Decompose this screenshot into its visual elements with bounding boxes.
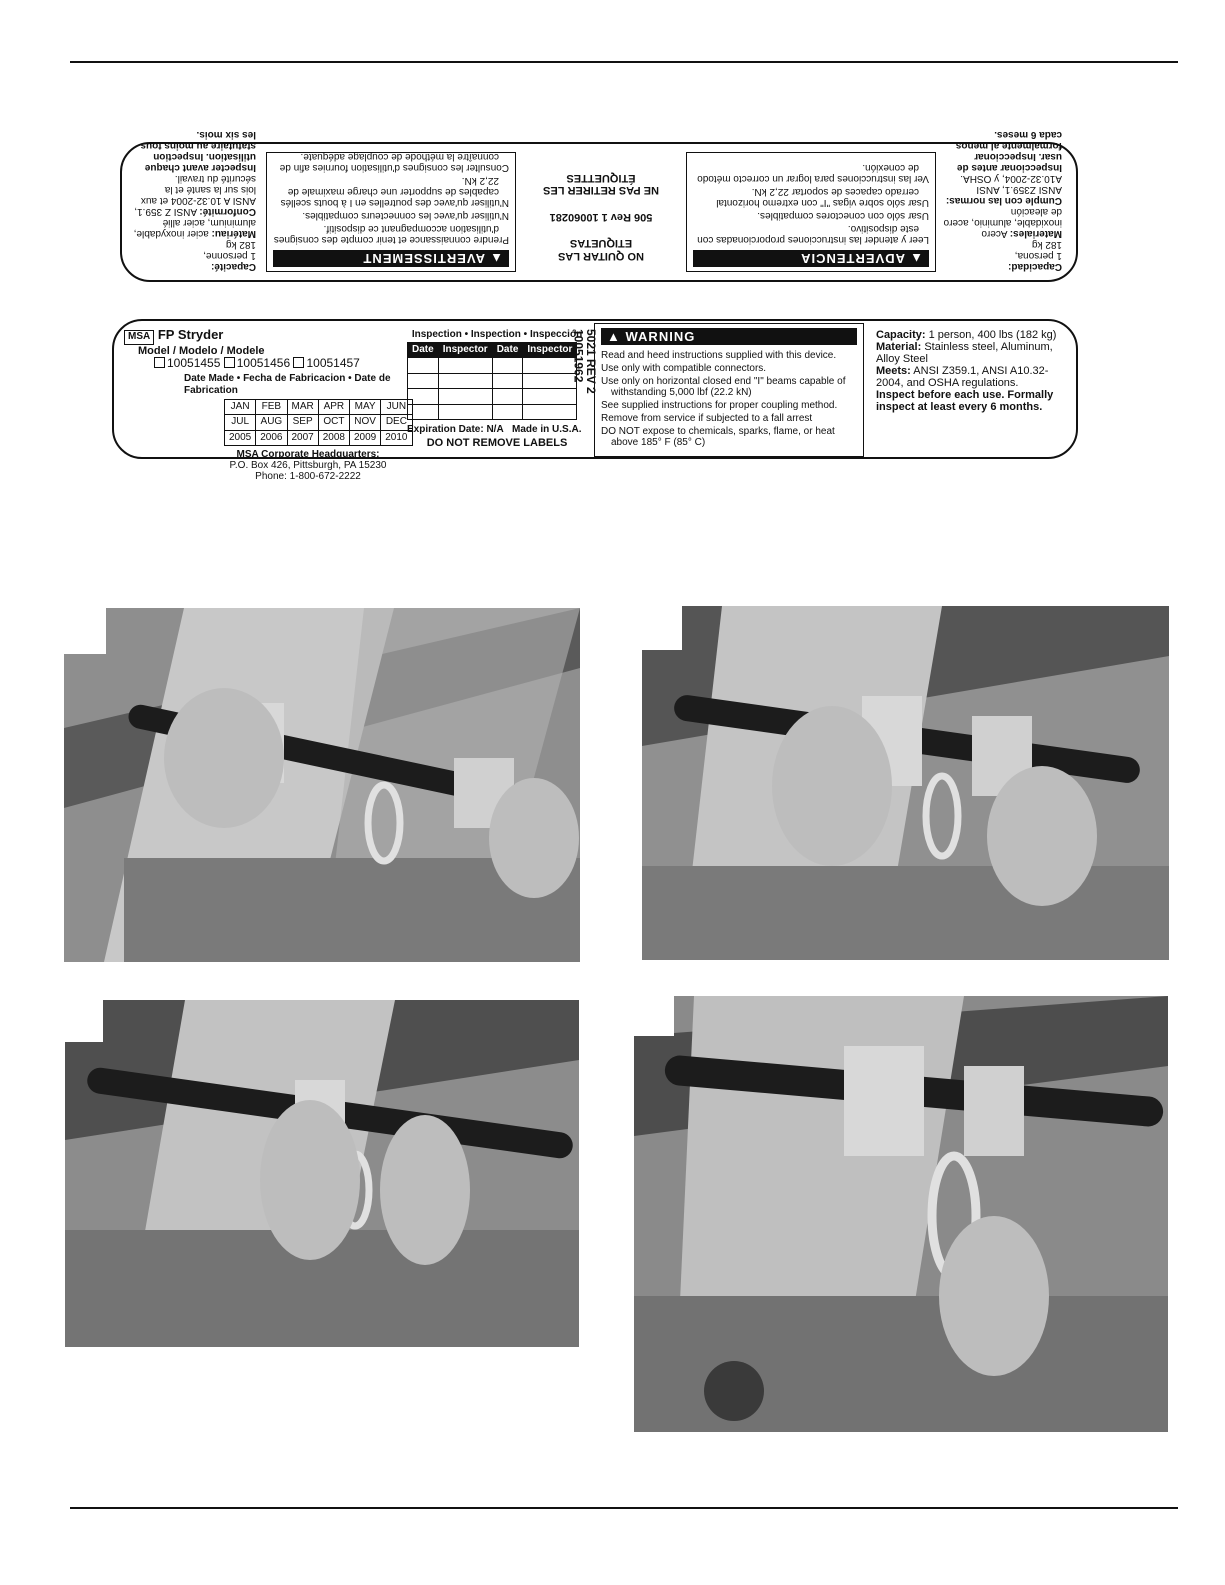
- inspection-title: Inspection • Inspection • Inspección: [411, 329, 583, 340]
- photo-step-3: [65, 1000, 579, 1347]
- photo-number-tab: [64, 608, 106, 654]
- photo-step-2: [642, 606, 1169, 960]
- inspection-column: [407, 329, 598, 449]
- warning-bullet: Use only on horizontal closed end "I" beams capable of withstanding 5,000 lbf (22.2 kN): [601, 376, 846, 398]
- warning-bullet: Remove from service if subjected to a fall arrest: [601, 413, 813, 424]
- english-warning-box: [594, 323, 864, 457]
- hq-address: MSA Corporate Headquarters: P.O. Box 426, Pittsburgh, PA 15230 Phone: 1-800-672-2222: [229, 449, 387, 482]
- label-middle-text: NO QUITAR LAS ETIQUETAS 506 Rev 1 10060281 NE PAS RETIRER LES ÉTIQUETTES: [543, 172, 659, 262]
- fr-bullet: N'utiliser qu'avec les connecteurs compatibles.: [302, 210, 509, 221]
- es-bullet: Ver las instrucciones para lograr un correcto método de conexión.: [697, 162, 929, 184]
- date-made-label: Date Made • Fecha de Fabricacion • Date de Fabrication: [184, 372, 391, 396]
- fr-warning-title: ▲ AVERTISSEMENT: [273, 250, 509, 267]
- fr-bullet: Prendre connaissance et tenir compte des consignes d'utilisation accompagnant ce dispositif.: [273, 223, 509, 245]
- top-rule: [70, 61, 1178, 63]
- english-spec-column: Capacity: 1 person, 400 lbs (182 kg) Material: Stainless steel, Aluminum, Alloy Steel Meets: ANSI Z359.1, ANSI A10.32-2004, and OSHA regulations. Inspect before each use. Formally inspect at least every 6 months.: [876, 329, 1057, 413]
- fr-spec-column: Capacité: 1 personne, 182 kg Matériau: acier inoxydable, aluminium, acier allié Conformité: ANSI Z 359.1, ANSI A 10.32-2004 et aux lois sur la santé et la sécurité du travail. Inspecter avant chaque utilisation. Inspection statutaire au moins tous les six mois.: [133, 129, 256, 272]
- warning-rotated-wrap: [592, 323, 872, 455]
- product-info-column: [124, 327, 412, 482]
- fr-bullet: Consulter les consignes d'utilisation fournies afin de connaître la méthode de couplage adéquate.: [279, 151, 509, 173]
- bottom-rule: [70, 1507, 1178, 1509]
- warning-bullet: See supplied instructions for proper coupling method.: [601, 400, 838, 411]
- expiration-line: Expiration Date: N/A Made in U.S.A.: [407, 424, 582, 435]
- es-spec-column: Capacidad: 1 persona, 182 kg Materiales: Acero inoxidable, aluminio, acero de aleación Cumple con las normas: ANSI Z359.1, ANSI A10.32-2004, y OSHA. Inspeccionar antes de usar. Inspeccionar formalmente al menos cada 6 meses.: [943, 129, 1062, 272]
- es-bullet: Usar sólo con conectores compatibles.: [757, 210, 929, 221]
- es-bullet: Leer y atender las instrucciones proporcionadas con este dispositivo.: [697, 223, 929, 245]
- photo-step-4: [634, 996, 1168, 1432]
- photo-number-tab: [642, 606, 682, 650]
- do-not-remove-labels: DO NOT REMOVE LABELS: [426, 436, 568, 449]
- photo-number-tab: [634, 996, 674, 1036]
- photo-step-1: [64, 608, 580, 962]
- inspection-table: Date Inspector Date Inspector: [407, 342, 577, 421]
- warning-bullet: DO NOT expose to chemicals, sparks, flame, or heat above 185° F (85° C): [601, 426, 835, 448]
- es-warning-title: ▲ ADVERTENCIA: [693, 250, 929, 267]
- warning-bullet: Use only with compatible connectors.: [601, 363, 767, 374]
- product-name: FP Stryder: [157, 327, 224, 342]
- warning-bullet: Read and heed instructions supplied with this device.: [601, 350, 837, 361]
- fr-warning-box: [266, 152, 516, 272]
- photo-number-tab: [65, 1000, 103, 1042]
- es-bullet: Usar sólo sobre vigas "I" con extremo horizontal cerrado capaces de soportar 22,2 kN.: [716, 186, 929, 208]
- fr-bullet: N'utiliser qu'avec des poutrelles en I à bouts scellés capables de supporter une charge maximale de 22,2 kN.: [280, 175, 509, 208]
- english-label: [112, 319, 1078, 482]
- msa-logo: MSA: [124, 330, 154, 345]
- english-warning-title: ▲ WARNING: [601, 328, 857, 345]
- model-checkboxes: 10051455 10051456 10051457: [154, 357, 412, 370]
- model-label: Model / Modelo / Modele: [138, 344, 265, 357]
- part-number: 5021 REV 2 10051962: [571, 329, 598, 394]
- french-spanish-label: [120, 129, 1078, 282]
- es-warning-box: [686, 152, 936, 272]
- date-made-grid: JAN FEB MAR APR MAY JUN JUL AUG SEP OCT NOV DEC 2005 2006 2007 2008 2009 2010: [224, 399, 413, 447]
